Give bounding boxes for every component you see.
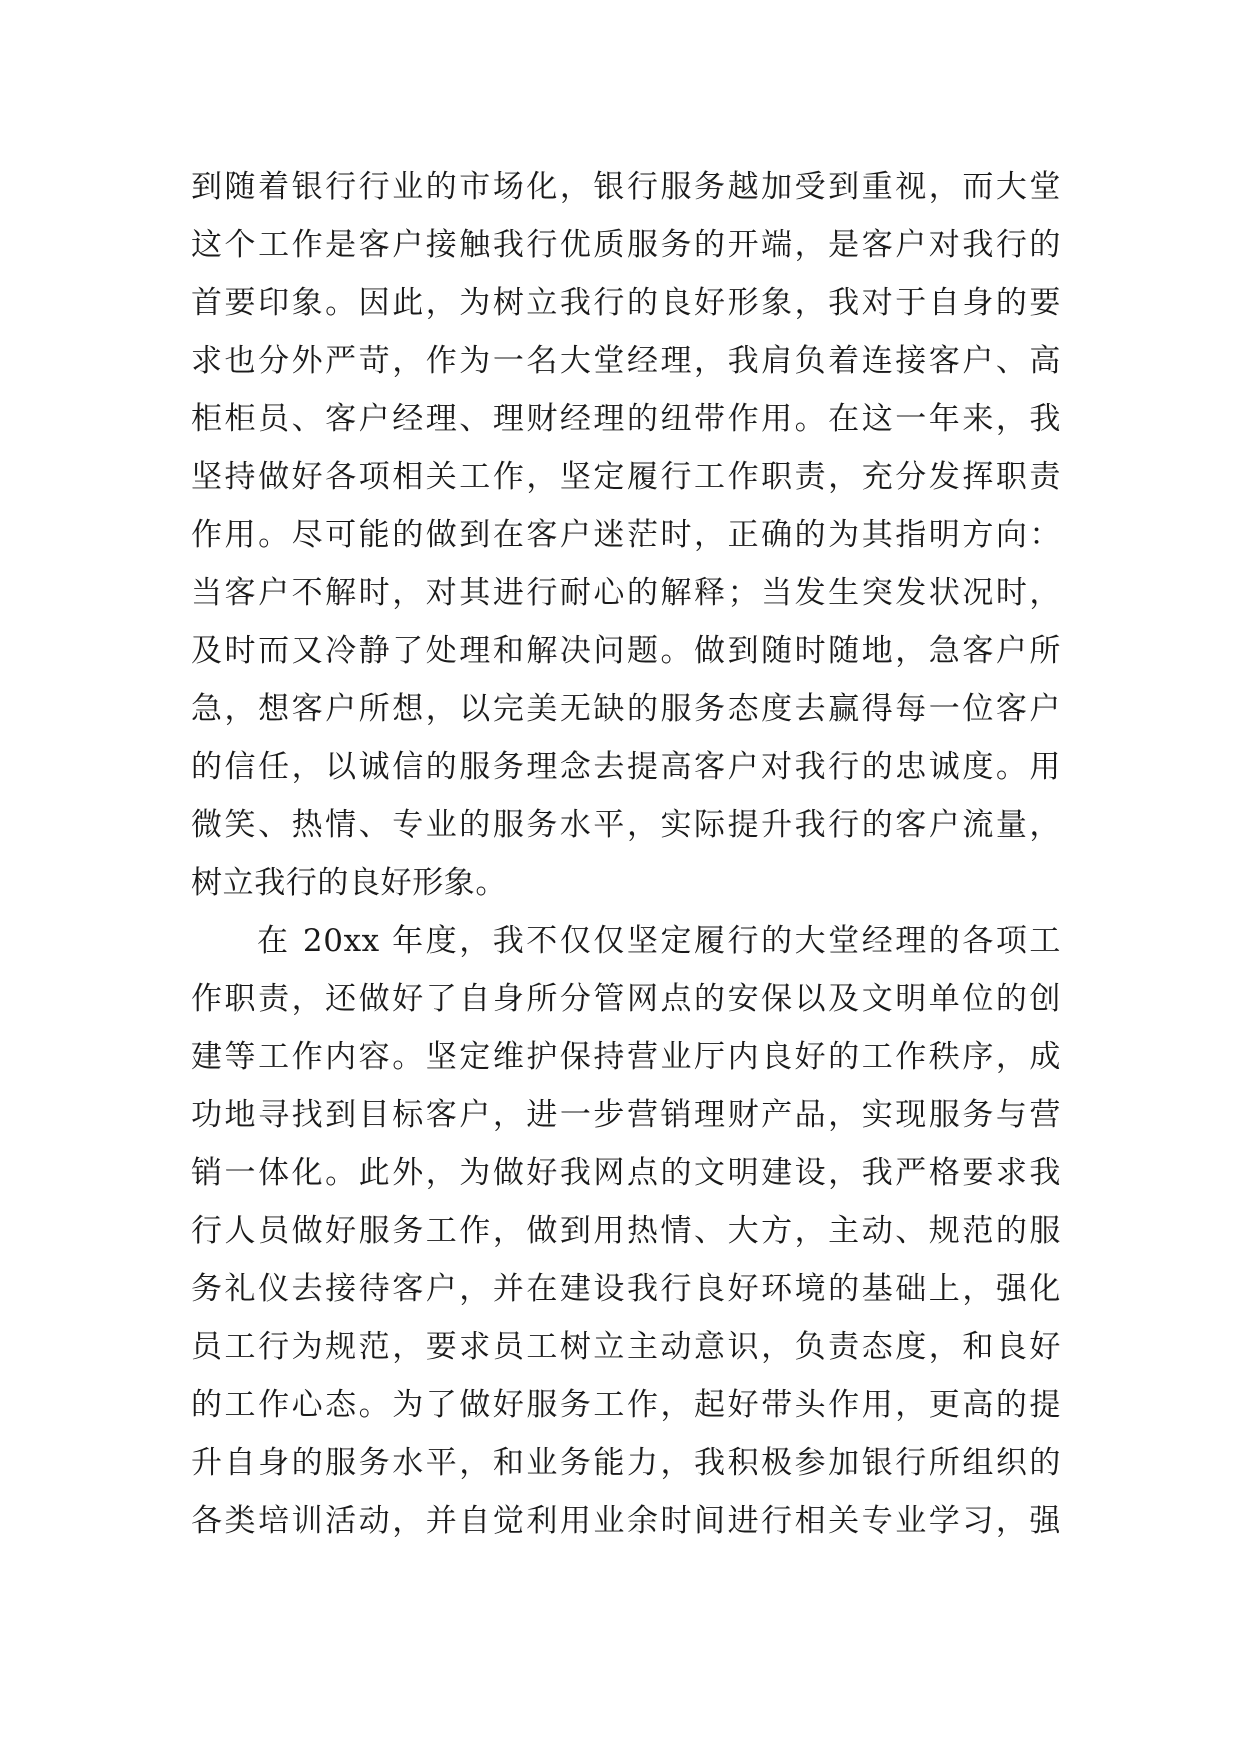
text-line: 的信任，以诚信的服务理念去提高客户对我行的忠诚度。用 bbox=[191, 749, 1061, 785]
paragraph-1 bbox=[191, 158, 1061, 912]
paragraph-2 bbox=[191, 912, 1061, 1550]
document-body bbox=[191, 158, 1061, 1550]
text-line: 员工行为规范，要求员工树立主动意识，负责态度，和良好 bbox=[191, 1329, 1061, 1365]
text-line: 的工作心态。为了做好服务工作，起好带头作用，更高的提 bbox=[191, 1387, 1061, 1423]
text-line: 在 20xx 年度，我不仅仅坚定履行的大堂经理的各项工 bbox=[257, 923, 1061, 959]
text-line: 这个工作是客户接触我行优质服务的开端，是客户对我行的 bbox=[191, 227, 1061, 263]
text-line: 各类培训活动，并自觉利用业余时间进行相关专业学习，强 bbox=[191, 1503, 1061, 1539]
text-line: 及时而又冷静了处理和解决问题。做到随时随地，急客户所 bbox=[191, 633, 1061, 669]
text-line: 建等工作内容。坚定维护保持营业厅内良好的工作秩序，成 bbox=[191, 1039, 1061, 1075]
text-line: 销一体化。此外，为做好我网点的文明建设，我严格要求我 bbox=[191, 1155, 1061, 1191]
text-line: 务礼仪去接待客户，并在建设我行良好环境的基础上，强化 bbox=[191, 1271, 1061, 1307]
text-line: 急，想客户所想，以完美无缺的服务态度去赢得每一位客户 bbox=[191, 691, 1061, 727]
text-line: 作用。尽可能的做到在客户迷茫时，正确的为其指明方向： bbox=[191, 517, 1061, 553]
text-line: 升自身的服务水平，和业务能力，我积极参加银行所组织的 bbox=[191, 1445, 1061, 1481]
text-line: 柜柜员、客户经理、理财经理的纽带作用。在这一年来，我 bbox=[191, 401, 1061, 437]
text-line: 树立我行的良好形象。 bbox=[191, 865, 507, 901]
text-line: 当客户不解时，对其进行耐心的解释；当发生突发状况时， bbox=[191, 575, 1061, 611]
text-line: 功地寻找到目标客户，进一步营销理财产品，实现服务与营 bbox=[191, 1097, 1061, 1133]
text-line: 作职责，还做好了自身所分管网点的安保以及文明单位的创 bbox=[191, 981, 1061, 1017]
text-line: 坚持做好各项相关工作，坚定履行工作职责，充分发挥职责 bbox=[191, 459, 1061, 495]
text-line: 首要印象。因此，为树立我行的良好形象，我对于自身的要 bbox=[191, 285, 1061, 321]
text-line: 行人员做好服务工作，做到用热情、大方，主动、规范的服 bbox=[191, 1213, 1061, 1249]
text-line: 求也分外严苛，作为一名大堂经理，我肩负着连接客户、高 bbox=[191, 343, 1061, 379]
text-line: 微笑、热情、专业的服务水平，实际提升我行的客户流量， bbox=[191, 807, 1061, 843]
text-line: 到随着银行行业的市场化，银行服务越加受到重视，而大堂 bbox=[191, 169, 1061, 205]
